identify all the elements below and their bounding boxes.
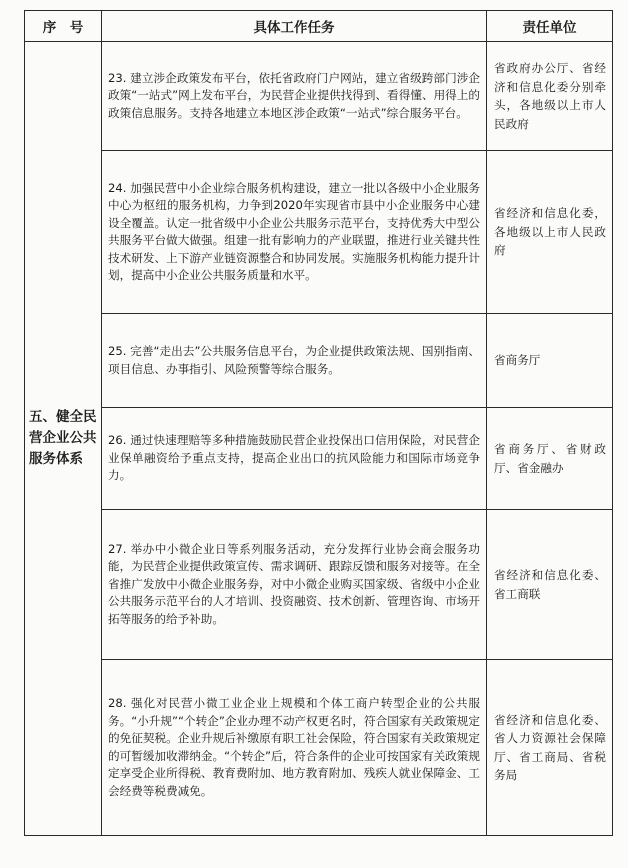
table-row: [25, 408, 613, 510]
task-cell: 26. 通过快速理赔等多种措施鼓励民营企业投保出口信用保险，对民营企业保单融资给予重点支持，提高企业出口的抗风险能力和国际市场竞争力。: [102, 408, 487, 510]
unit-cell: 省经济和信息化委、省人力资源社会保障厅、省工商局、省税务局: [487, 660, 613, 836]
task-table: [24, 10, 613, 836]
header-unit: 责任单位: [487, 11, 613, 42]
table-row: [25, 151, 613, 314]
category-cell: 五、健全民营企业公共服务体系: [25, 42, 102, 836]
unit-cell: 省经济和信息化委，各地级以上市人民政府: [487, 151, 613, 314]
table-row: [25, 660, 613, 836]
unit-cell: 省政府办公厅、省经济和信息化委分别牵头，各地级以上市人民政府: [487, 42, 613, 151]
table-header-row: [25, 11, 613, 42]
task-cell: 23. 建立涉企政策发布平台，依托省政府门户网站，建立省级跨部门涉企政策“一站式”网上发布平台，为民营企业提供找得到、看得懂、用得上的政策信息服务。支持各地建立本地区涉企政策“一站式”综合服务平台。: [102, 42, 487, 151]
task-cell: 28. 强化对民营小微工业企业上规模和个体工商户转型企业的公共服务。“小升规”“个转企”企业办理不动产权更名时，符合国家有关政策规定的免征契税。企业升规后补缴原有职工社会保险，符合国家有关政策规定的可暂缓加收滞纳金。“个转企”后，符合条件的企业可按国家有关政策规定享受企业所得税、教育费附加、地方教育附加、残疾人就业保障金、工会经费等税费减免。: [102, 660, 487, 836]
task-cell: 24. 加强民营中小企业综合服务机构建设，建立一批以各级中小企业服务中心为枢纽的服务机构，力争到2020年实现省市县中小企业服务中心建设全覆盖。认定一批省级中小企业公共服务示范平台，支持优秀大中型公共服务平台做大做强。组建一批有影响力的产业联盟，推进行业关键共性技术研发、上下游产业链资源整合和协同发展。实施服务机构能力提升计划，提高中小企业公共服务质量和水平。: [102, 151, 487, 314]
unit-cell: 省商务厅、省财政厅、省金融办: [487, 408, 613, 510]
task-cell: 25. 完善“走出去”公共服务信息平台，为企业提供政策法规、国别指南、项目信息、办事指引、风险预警等综合服务。: [102, 314, 487, 408]
task-cell: 27. 举办中小微企业日等系列服务活动，充分发挥行业协会商会服务功能，为民营企业提供政策宣传、需求调研、跟踪反馈和服务对接等。在全省推广发放中小微企业服务券，对中小微企业购买国家级、省级中小企业公共服务示范平台的人才培训、投资融资、技术创新、管理咨询、市场开拓等服务的给予补助。: [102, 510, 487, 660]
unit-cell: 省经济和信息化委、省工商联: [487, 510, 613, 660]
table-row: [25, 42, 613, 151]
table-row: [25, 314, 613, 408]
unit-cell: 省商务厅: [487, 314, 613, 408]
header-seq: 序 号: [25, 11, 102, 42]
table-row: [25, 510, 613, 660]
header-task: 具体工作任务: [102, 11, 487, 42]
